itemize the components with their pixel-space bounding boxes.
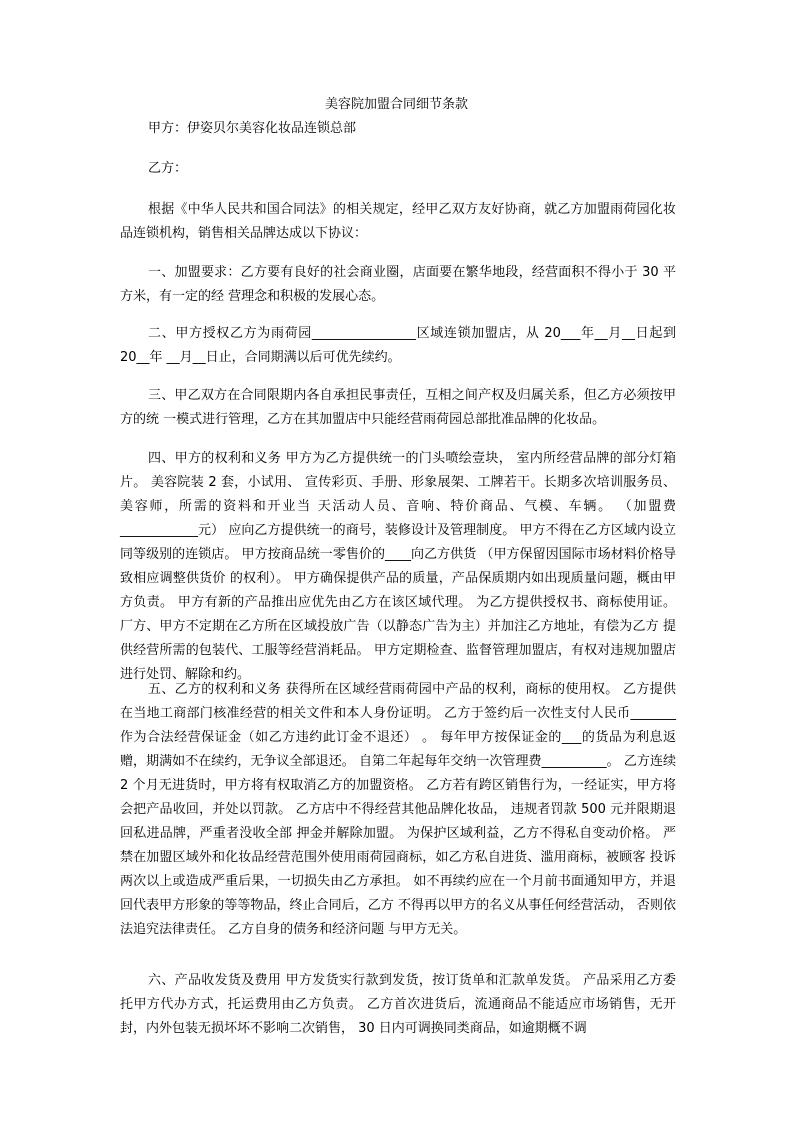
paragraph-section-4: 四、甲方的权利和义务 甲方为乙方提供统一的门头喷绘壹块， 室内所经营品牌的部分灯箱片。 美容院装 2 套，小试用、 宣传彩页、手册、形象展架、工牌若干。长期多次培训服务员、美容师，所需的资料和开业当 天活动人员、音响、特价商品、气模、车辆。 （加盟费____________元） 应向乙方提供统一的商号，装修设计及管理制度。 甲方不得在乙方区域内设立同等级别的连锁店。 甲方按商品统一零售价的____向乙方供货 （甲方保留因国际市场材料价格导致相应调整供货价 的权利）。 甲方确保提供产品的质量，产品保质期内如出现质量问题，概由甲方负责。 甲方有新的产品推出应优先由乙方在该区域代理。 为乙方提供授权书、商标使用证。 厂方、甲方不定期在乙方所在区域投放广告（以静态广告为主）并加注乙方地址，有偿为乙方 提供经营所需的包装代、工服等经营消耗品。 甲方定期检查、监督管理加盟店，有权对违规加盟店进行处罚、解除和约。: [120, 451, 676, 682]
paragraph-section-3: 三、甲乙双方在合同限期内各自承担民事责任，互相之间产权及归属关系，但乙方必须按甲方的统 一模式进行管理，乙方在其加盟店中只能经营雨荷园总部批准品牌的化妆品。: [120, 388, 676, 427]
paragraph-preamble: 根据《中华人民共和国合同法》的相关规定，经甲乙双方友好协商，就乙方加盟雨荷园化妆品连锁机构，销售相关品牌达成以下协议：: [120, 202, 676, 241]
paragraph-section-5: 五、乙方的权利和义务 获得所在区域经营雨荷园中产品的权利，商标的使用权。 乙方提供在当地工商部门核准经营的相关文件和本人身份证明。 乙方于签约后一次性支付人民币_______作为合法经营保证金（如乙方违约此订金不退还） 。 每年甲方按保证金的___的货品为利息返赠，期满如不在续约，无争议全部退还。 自第二年起每年交纳一次管理费__________。 乙方连续 2 个月无进货时，甲方将有权取消乙方的加盟资格。 乙方若有跨区销售行为，一经证实，甲方将会把产品收回，并处以罚款。 乙方店中不得经营其他品牌化妆品， 违规者罚款 500 元并限期退回私进品牌，严重者没收全部 押金并解除加盟。 为保护区域利益，乙方不得私自变动价格。 严禁在加盟区域外和化妆品经营范围外使用雨荷园商标，如乙方私自进货、滥用商标，被顾客 投诉两次以上或造成严重后果，一切损失由乙方承担。 如不再续约应在一个月前书面通知甲方，并退回代表甲方形象的等等物品，终止合同后，乙方 不得再以甲方的名义从事任何经营活动， 否则依法追究法律责任。 乙方自身的债务和经济问题 与甲方无关。: [120, 682, 676, 937]
paragraph-section-6: 六、产品收发货及费用 甲方发货实行款到发货，按订货单和汇款单发货。 产品采用乙方委托甲方代办方式，托运费用由乙方负责。 乙方首次进货后，流通商品不能适应市场销售，无开封，内外包装无损坏坏不影响二次销售， 30 日内可调换同类商品，如逾期概不调: [120, 973, 676, 1036]
document-title: 美容院加盟合同细节条款: [324, 97, 468, 112]
paragraph-section-1: 一、加盟要求：乙方要有良好的社会商业圈，店面要在繁华地段，经营面积不得小于 30 平方米，有一定的经 营理念和积极的发展心态。: [120, 265, 676, 304]
paragraph-section-2: 二、甲方授权乙方为雨荷园________________区域连锁加盟店，从 20___年__月__日起到 20__年 __月__日止，合同期满以后可优先续约。: [120, 326, 676, 365]
party-a-line: 甲方：伊姿贝尔美容化妆品连锁总部: [148, 121, 357, 136]
party-b-line: 乙方：: [148, 161, 188, 176]
